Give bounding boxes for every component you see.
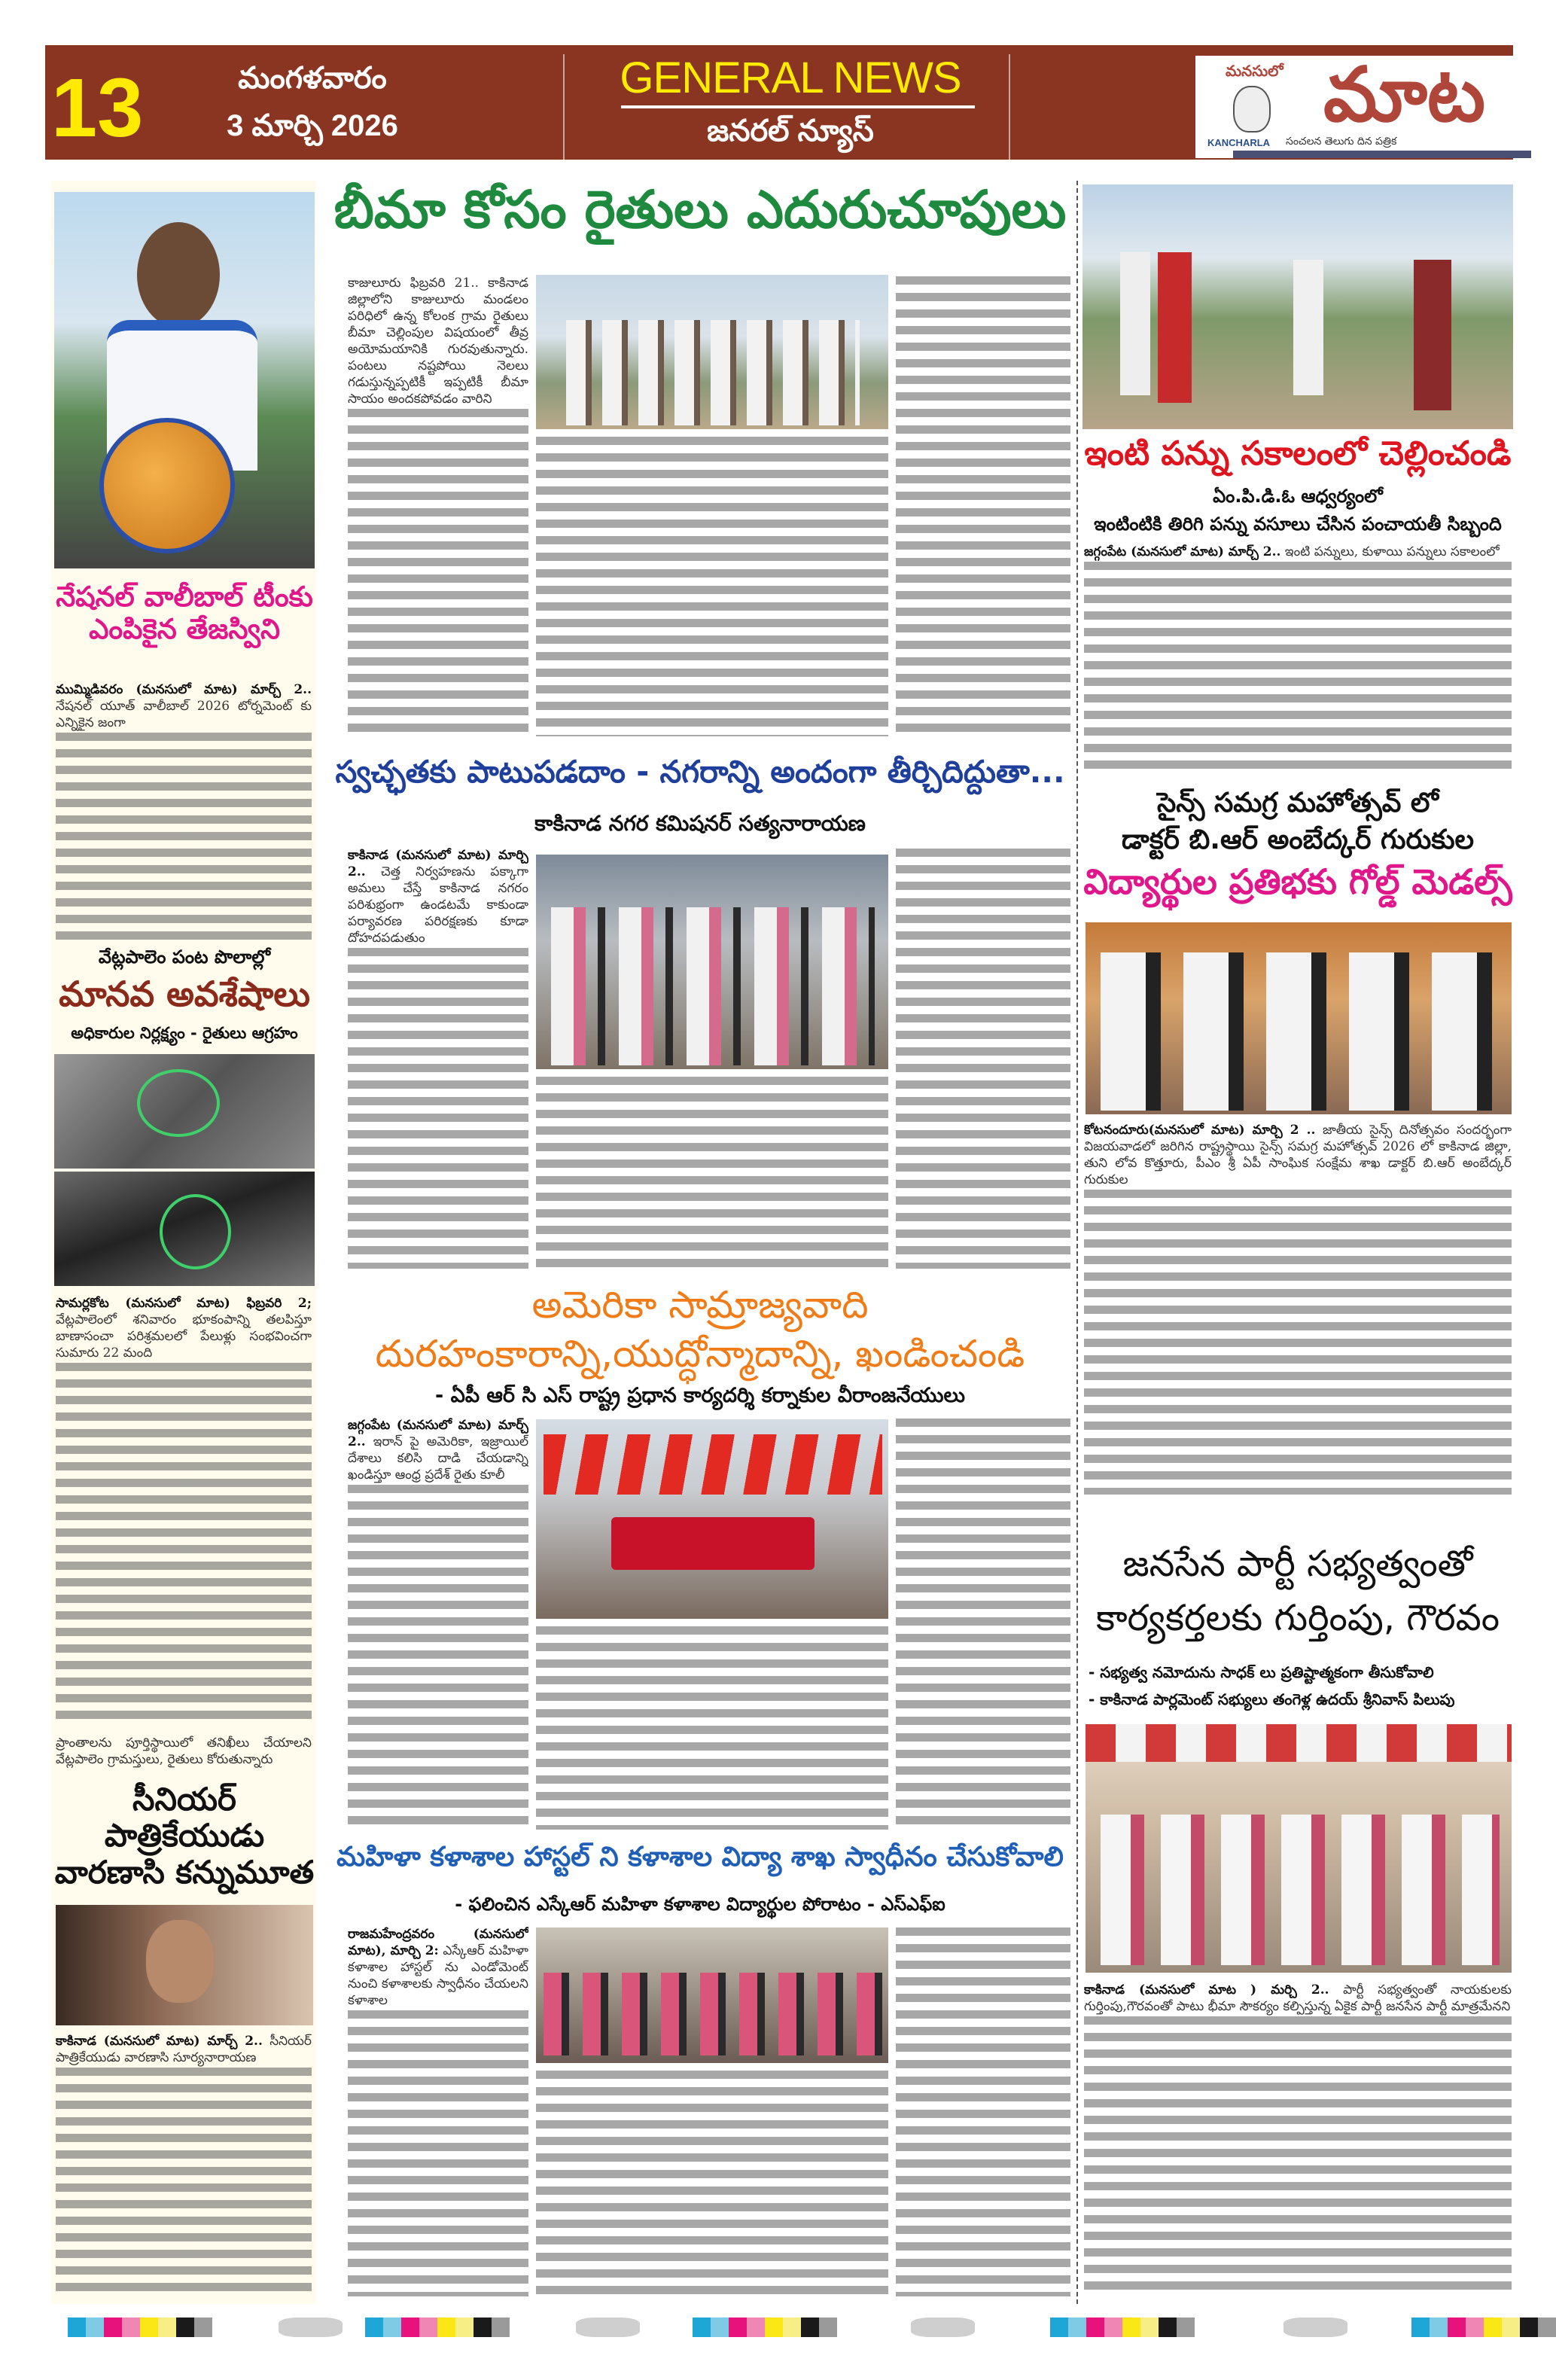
headline-tax: ఇంటి పన్ను సకాలంలో చెల్లించండి [1084, 434, 1512, 473]
article-text [536, 1626, 888, 1830]
dateline: జగ్గంపేట (మనసులో మాట) మార్చ్ 2.. [348, 1418, 528, 1449]
color-swatch [1177, 2318, 1195, 2337]
article-text [1084, 1190, 1512, 1495]
weekday: మంగళవారం [238, 62, 387, 95]
color-swatch [1122, 2318, 1140, 2337]
color-swatch [1411, 2318, 1430, 2337]
gray-patch [279, 2318, 343, 2337]
article-text [1084, 562, 1512, 777]
article-tax [1084, 544, 1512, 777]
article-volleyball [56, 681, 312, 941]
article-text [348, 409, 528, 738]
divider [1009, 54, 1010, 160]
kicker-remains: వేట్లపాలెం పంట పొలాల్లో [98, 946, 271, 968]
article-text [896, 849, 1070, 1269]
article-lead: కాజులూరు ఫిబ్రవరి 21.. కాకినాడ జిల్లాలోని కాజులూరు మండలం పరిధిలో ఉన్న కోలంక గ్రామ రైతులు బీమా చెల్లింపుల విషయంలో తీవ్ర అయోమయానికి గురవుతున్నారు. పంటలు నష్టపోయి నెలలు గడుస్తున్నప్పటికీ ఇప్పటికీ బీమా సాయం అందకపోవడం వారిని [348, 276, 528, 407]
article-cleanliness-col3 [896, 847, 1070, 1269]
article-science [1084, 1122, 1512, 1495]
color-swatch [1520, 2318, 1538, 2337]
section-title-te: జనరల్ న్యూస్ [707, 114, 874, 148]
issue-date: 3 మార్చి 2026 [227, 109, 398, 142]
article-lead-paragraph [1084, 1122, 1512, 1188]
color-swatch [455, 2318, 473, 2337]
dateline: కాకినాడ (మనసులో మాట ) మర్చి 2.. [1084, 1982, 1329, 1998]
color-swatch [765, 2318, 783, 2337]
subhead-hostel: - ఫలించిన ఎస్కేఆర్ మహిళా కళాశాల విద్యార్థుల పోరాటం - ఎస్ఎఫ్ఐ [455, 1894, 945, 1915]
logo-small-text: మనసులో [1226, 62, 1283, 80]
color-swatch [783, 2318, 801, 2337]
subhead-janasena-2: - కాకినాడ పార్లమెంట్ సభ్యులు తంగెళ్ల ఉదయ్ శ్రీనివాస్ పిలుపు [1089, 1690, 1455, 1708]
dateline: జగ్గంపేట (మనసులో మాట) మార్చ్ 2.. [1084, 544, 1281, 559]
article-lead: చెత్త నిర్వహణను పక్కాగా అమలు చేస్తే కాకినాడ నగరం పరిశుభ్రంగా ఉండటమే కాకుండా పర్యావరణ పరిరక్షణకు కూడా దోహదపడుతుం [348, 864, 528, 946]
color-swatch [1140, 2318, 1159, 2337]
janasena-meeting-photo [1086, 1724, 1512, 1973]
article-lead: పార్టీ సభ్యత్వంతో నాయకులకు గుర్తింపు,గౌరవంతో పాటు భీమా సౌకర్యం కల్పిస్తున్న ఏకైక పార్టీ జనసేన పార్టీ మాత్రమేనని [1084, 1982, 1512, 2014]
article-lead-paragraph [348, 1417, 528, 1483]
article-text [896, 1927, 1070, 2296]
color-swatch [1466, 2318, 1484, 2337]
dateline: కాకినాడ (మనసులో మాట) మార్చి 2.. [348, 848, 528, 879]
newspaper-logo [1195, 50, 1539, 158]
gray-patch [1283, 2318, 1347, 2337]
section-title-en: GENERAL NEWS [620, 53, 961, 102]
article-america [348, 1417, 528, 1830]
article-lead-paragraph [56, 681, 312, 731]
color-swatch [86, 2318, 104, 2337]
article-hostel [348, 1926, 528, 2296]
color-swatch [1104, 2318, 1122, 2337]
article-america-col2 [536, 1625, 888, 1830]
article-hostel-col2 [536, 2069, 888, 2296]
article-text [348, 1485, 528, 1830]
color-swatch [401, 2318, 419, 2337]
headline-cleanliness: స్వచ్ఛతకు పాటుపడదాం - నగరాన్ని అందంగా తీర్చిదిద్దుతా... [335, 754, 1065, 790]
article-lead-paragraph [348, 847, 528, 946]
color-swatch [1086, 2318, 1104, 2337]
color-swatch [140, 2318, 158, 2337]
divider [563, 54, 565, 160]
article-text [536, 2071, 888, 2296]
color-swatch [1159, 2318, 1177, 2337]
tax-collection-photo [1083, 184, 1513, 429]
article-text [896, 1419, 1070, 1830]
column-divider [1076, 181, 1078, 2304]
dateline: రాజమహేంద్రవరం (మనసులో మాట), మార్చి 2: [348, 1927, 528, 1958]
subhead-janasena-1: - సభ్యత్వ నమోదును సాధక్ లు ప్రతిష్టాత్మకంగా తీసుకోవాలి [1089, 1663, 1434, 1681]
article-hostel-col3 [896, 1926, 1070, 2296]
color-swatch [419, 2318, 437, 2337]
headline-science-3: విద్యార్థుల ప్రతిభకు గోల్డ్ మెడల్స్ [1083, 861, 1512, 902]
headline-janasena-1: జనసేన పార్టీ సభ్యత్వంతో [1122, 1543, 1473, 1585]
color-swatch [122, 2318, 140, 2337]
headline-volleyball: నేషనల్ వాలీబాల్ టీంకు ఎంపికైన తేజస్విని [56, 581, 313, 645]
logo-brand: KANCHARLA [1207, 137, 1271, 148]
gray-patch [576, 2318, 640, 2337]
medal-students-photo [1086, 922, 1512, 1114]
color-swatch [729, 2318, 747, 2337]
subhead-tax-2: ఇంటింటికి తిరిగి పన్ను వసూలు చేసిన పంచాయతీ సిబ్బంది [1094, 513, 1502, 535]
article-remains-closing [56, 1735, 312, 1772]
volleyball-player-photo [54, 192, 315, 568]
logo-tagline: సంచలన తెలుగు దిన పత్రిక [1286, 136, 1397, 148]
headline-america-2: దురహంకారాన్ని,యుద్ధోన్మాదాన్ని, ఖండించండి [375, 1332, 1025, 1376]
subhead-tax-1: ఏం.పి.డి.ఓ ఆధ్వర్యంలో [1213, 486, 1383, 507]
article-text [536, 437, 888, 736]
gray-patch [911, 2318, 975, 2337]
color-swatch [1068, 2318, 1086, 2337]
article-insurance-col2 [536, 435, 888, 736]
color-swatch [365, 2318, 383, 2337]
article-lead-paragraph [1084, 544, 1512, 560]
article-text [56, 2068, 312, 2296]
article-lead: ఇంటి పన్నులు, కుళాయి పన్నులు సకాలంలో [1284, 544, 1500, 559]
article-obituary [56, 2033, 312, 2296]
color-swatch [819, 2318, 837, 2337]
article-text [348, 2010, 528, 2296]
article-america-col3 [896, 1417, 1070, 1830]
article-text [1084, 2016, 1512, 2296]
article-text [536, 1077, 888, 1271]
print-color-bar [30, 2310, 1528, 2340]
color-swatch [1430, 2318, 1448, 2337]
article-text [348, 948, 528, 1269]
headline-obituary: సీనియర్ పాత్రికేయుడు వారణాసి కన్నుమూత [54, 1781, 315, 1891]
article-lead: ఇరాన్ పై అమెరికా, ఇజ్రాయిల్ దేశాలు కలిసి దాడి చేయడాన్ని ఖండిస్తూ ఆంధ్ర ప్రదేశ్ రైతు కూలీ [348, 1434, 528, 1483]
students-photo [536, 1927, 888, 2063]
farmers-photo [536, 275, 888, 429]
closing-text: ప్రాంతాలను పూర్తిస్థాయిలో తనిఖీలు చేయాలని వేట్లపాలెం గ్రామస్తులు, రైతులు కోరుతున్నారు [56, 1735, 312, 1767]
headline-science-2: డాక్టర్ బి.ఆర్ అంబేద్కర్ గురుకుల [1121, 824, 1475, 855]
article-insurance-col3 [896, 275, 1070, 738]
headline-america-1: అమెరికా సామ్రాజ్యవాది [531, 1283, 869, 1327]
article-remains [56, 1295, 312, 1724]
color-swatch [711, 2318, 729, 2337]
article-lead: సీనియర్ పాత్రికేయుడు వారణాసి సూర్యనారాయణ [56, 2034, 312, 2065]
dateline: కాకినాడ (మనసులో మాట) మార్చ్ 2.. [56, 2034, 263, 2049]
article-janasena [1084, 1982, 1512, 2296]
color-swatch [1502, 2318, 1520, 2337]
article-text [56, 1363, 312, 1724]
color-swatch [1050, 2318, 1068, 2337]
color-swatch [68, 2318, 86, 2337]
subhead-america: - ఏపీ ఆర్ సి ఎస్ రాష్ట్ర ప్రధాన కార్యదర్శి కర్నాకుల వీరాంజనేయులు [435, 1384, 965, 1407]
color-swatch [473, 2318, 492, 2337]
article-lead-paragraph [56, 1295, 312, 1361]
founder-portrait-icon [1233, 86, 1271, 133]
article-lead: జాతీయ సైన్స్ దినోత్సవం సందర్భంగా విజయవాడలో జరిగిన రాష్ట్రస్థాయి సైన్స్ సమగ్ర మహోత్సవ్ 2026 లో కాకినాడ జిల్లా, తుని లోవ కొత్తూరు, పీఎం శ్రీ ఏపీ సాంఘిక సంక్షేమ శాఖ డాక్టర్ బి.ఆర్ అంబేద్కర్ గురుకుల [1084, 1123, 1512, 1187]
divider [621, 105, 975, 108]
article-lead-paragraph [1084, 1982, 1512, 2015]
color-swatch [158, 2318, 176, 2337]
headline-remains: మానవ అవశేషాలు [59, 974, 310, 1014]
page-number: 13 [51, 62, 144, 154]
remains-photo-1 [54, 1054, 315, 1169]
headline-hostel: మహిళా కళాశాల హాస్టల్ ని కళాశాల విద్యా శాఖ స్వాధీనం చేసుకోవాలి [336, 1842, 1064, 1873]
commissioner-photo [536, 855, 888, 1069]
article-cleanliness-col2 [536, 1075, 888, 1271]
color-swatch [104, 2318, 122, 2337]
remains-photo-2 [54, 1172, 315, 1286]
color-swatch [194, 2318, 212, 2337]
article-lead: ఎస్కేఆర్ మహిళా కళాశాల హాస్టల్ ను ఎండోమెంట్ నుంచి కళాశాలకు స్వాధీనం చేయలని కళాశాల [348, 1943, 528, 2008]
dateline: సామర్లకోట (మనసులో మాట) ఫిబ్రవరి 2; [56, 1296, 312, 1311]
color-swatch [1448, 2318, 1466, 2337]
article-lead-paragraph [56, 2033, 312, 2066]
color-swatch [747, 2318, 765, 2337]
color-swatch [801, 2318, 819, 2337]
color-swatch [693, 2318, 711, 2337]
subhead-cleanliness: కాకినాడ నగర కమిషనర్ సత్యనారాయణ [534, 811, 866, 836]
article-insurance [348, 275, 528, 738]
article-lead-paragraph [348, 1926, 528, 2009]
logo-bar [1233, 151, 1531, 158]
masthead [45, 45, 1513, 160]
color-swatch [1538, 2318, 1556, 2337]
article-lead: వేట్లపాలెంలో శనివారం భూకంపాన్ని తలపిస్తూ బాణాసంచా పరిశ్రమలలో పేలుళ్లు సంభవించగా సుమారు 22 మంది [56, 1312, 312, 1361]
dateline: ముమ్మిడివరం (మనసులో మాట) మార్చ్ 2.. [56, 682, 312, 697]
article-lead: నేషనల్ యూత్ వాలీబాల్ 2026 టోర్నమెంట్ కు ఎన్నికైన జంగా [56, 699, 312, 730]
color-swatch [492, 2318, 510, 2337]
obituary-photo [56, 1905, 313, 2025]
protest-photo [536, 1419, 888, 1619]
article-lead-paragraph [348, 275, 528, 407]
article-text [56, 733, 312, 941]
color-swatch [1484, 2318, 1502, 2337]
article-cleanliness [348, 847, 528, 1269]
color-swatch [383, 2318, 401, 2337]
subhead-remains: అధికారుల నిర్లక్ష్యం - రైతులు ఆగ్రహం [71, 1024, 298, 1042]
color-swatch [176, 2318, 194, 2337]
headline-science-1: సైన్స్ సమగ్ర మహోత్సవ్ లో [1157, 788, 1439, 818]
logo-title: మాట [1323, 50, 1486, 139]
headline-insurance: బీమా కోసం రైతులు ఎదురుచూపులు [333, 180, 1067, 240]
article-text [896, 276, 1070, 738]
headline-janasena-2: కార్యకర్తలకు గుర్తింపు, గౌరవం [1095, 1597, 1500, 1639]
color-swatch [437, 2318, 455, 2337]
dateline: కోటనందూరు(మనసులో మాట) మార్చి 2 .. [1084, 1123, 1316, 1138]
